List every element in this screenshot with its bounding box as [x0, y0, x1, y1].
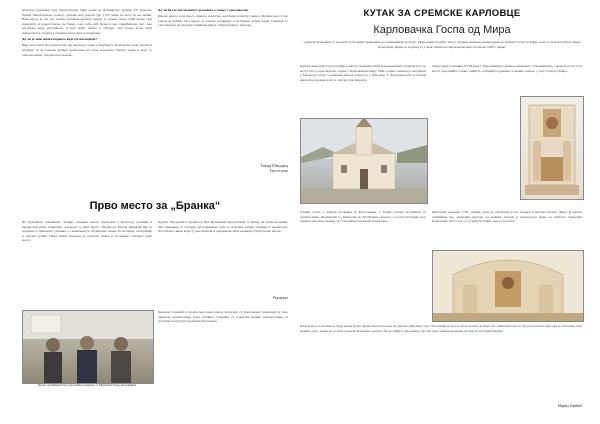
interior-photo [432, 250, 584, 322]
signature-name: Тамара Шандарац [260, 164, 288, 168]
right-col-d-wrap [432, 210, 582, 225]
answer-2: Школа нам је дала много знања и искуства, која ћемо понети у живот. Професори су нас учили да волимо свој народ, да чувамо традицију и да будемо добри људи. Ученици су учествовали на бројним такмичењима и освојили многе награде. [158, 14, 288, 28]
question-2: Да ли би сте могли нешто да кажете о учењу у овој школи? [158, 8, 249, 12]
question-1: Да ли је лепо имати порекло које сте наследили? [22, 37, 98, 42]
award-photo-illustration [23, 311, 153, 383]
left-article-col-2 [158, 8, 288, 30]
signature-block [158, 164, 288, 174]
right-col-e: Капела која се налази на брду изнад града пружа прелеп поглед на Дунав и Фрушку гору. Посетиоци из целог света долазе да виде ово знаменито место где је потписан мир који је обележио крај великог рата. Свако ко посети Сремске Карловце требало би да обиђе и ову капелу, јер она чува сећање на важан догађај из историје Европе. [300, 324, 582, 333]
article-title: Карловачка Госпа од Мира [373, 24, 511, 36]
second-col-a: На Државном такмичењу лекција средњих школа одржаном у Београду ученици и професори наше гимназије освојили су прво место. Професор Милан Рајковић био је задужен за припрему ученика, а такмичење је обухватило знање из историје, географије и српског језика. Наша екипа показала је одлично знање и заслужено освојила прво место. [22, 220, 152, 243]
right-signature: Марија Јерићић [557, 404, 582, 408]
photo-caption: Проф. др Милан Радосављевић (средина) са Милошем Радосављевићем [37, 383, 137, 387]
right-header-wrap [300, 8, 584, 36]
answer-1: Није лепо бити без прошлости, јер прошлост води у будућност. Поштујемо своје претке и трудимо се да њихове врлине пренесемо на нова поколења. Писмо, језик и вера су темељи нашег трајања кроз векове. [22, 43, 152, 57]
second-title-wrap [22, 200, 288, 212]
second-col-b: Душан Тодоровић и професор Вук Бранковић представили су школу на најбољи начин. Ово признање је потврда дугогодишњег рада и залагања наших ученика и професора. Честитамо свима који су учествовали и допринели овом великом успеху наше школе. [158, 220, 288, 234]
second-article-col-1 [22, 220, 152, 245]
church-exterior-illustration [301, 119, 427, 203]
section-header: КУТАК ЗА СРЕМСКЕ КАРЛОВЦЕ [363, 8, 521, 19]
left-article-col-1 [22, 8, 152, 59]
second-signature: Редакција [272, 296, 288, 300]
right-col-c: Главни олтар у капели посвећен је Богородици, а бочни олтари посвећени су светитељима. Орнаменти и сликарство из XVIII века сведоче о богатој историји овог храма и његовом значају за становнике Сремских Карловаца. [300, 210, 426, 224]
award-photo [22, 310, 154, 384]
right-intro-wrap [300, 40, 584, 51]
second-article-title: Прво место за „Бранка“ [89, 200, 221, 212]
altar-illustration [521, 97, 583, 199]
right-intro: Сремски Карловци су познати по бројним храмовима и споменицима културе. Међу њима посебно место заузима римокатоличка црква посвећена Госпи од Мира, која се налази на брду изнад Карловаца. Црква је подигнута у знак сећања на Карловачки мир потписан 1699. године. [303, 40, 581, 49]
right-col-d: Фрескама украшен 1730. године, храм је обновљен после пожара и многих ратова. Данас је капела заштићена као споменик културе од великог значаја и представља један од симбола Сремских Карловаца, места где се сусрећу историја, вера и култура. [432, 210, 582, 224]
right-col-b: Током прве половине XVIII века у Карловцима је живело мешовито становништво, а капела је постала место ходочашћа. Сваке године 8. септембра одржава се велико славље у част Госпе од Мира. [432, 64, 582, 73]
interior-illustration [433, 251, 583, 321]
right-col-a-wrap [300, 64, 426, 84]
right-col-c-wrap [300, 210, 426, 225]
right-col-e-wrap [300, 324, 582, 335]
bottom-text: Љиљана Срзенић и професори наше школе посетили су Карловачку гимназију и тамо одржали презентацију рада ученика. Ученици су показали велико интересовање за историју и културу Сремских Карловаца. [158, 310, 288, 324]
church-exterior-photo [300, 118, 428, 204]
second-article-col-2 [158, 220, 288, 235]
right-col-a: Капела мира или Госпа од Мира, како је познатија међу Карловчанима, подигнута је на месту где су преговарале стране у Карловачком миру 1699. године. Капела је изграђена у барокном стилу, а данашњи изглед добила је у XIX веку. У унутрашњости се налази икона Богородице која се сматра чудотворном. [300, 64, 426, 82]
right-col-b-wrap [432, 64, 582, 75]
intro-text: ентитета (региона) које представљају први корак ка формирању државе ЕУ региона. Према Лисабонском уговору, државе које једном уђу у ЕУ више не могу из ње изаћи. Наш народ је све ово платио великом жртвом, крвљу и сузама. Када Срби бране свој идентитет и православље, не бране само себе, већ бране и цео хришћански свет. Ако изгубимо веру, изгубићемо и свој језик, писмо и обичаје. Зато народ мора бити јединствен и сложан у очувању своје вере и традиције. [22, 8, 152, 35]
signature-role: Тресто-реко [269, 168, 288, 173]
bottom-text-col [158, 310, 288, 325]
altar-photo [520, 96, 584, 200]
